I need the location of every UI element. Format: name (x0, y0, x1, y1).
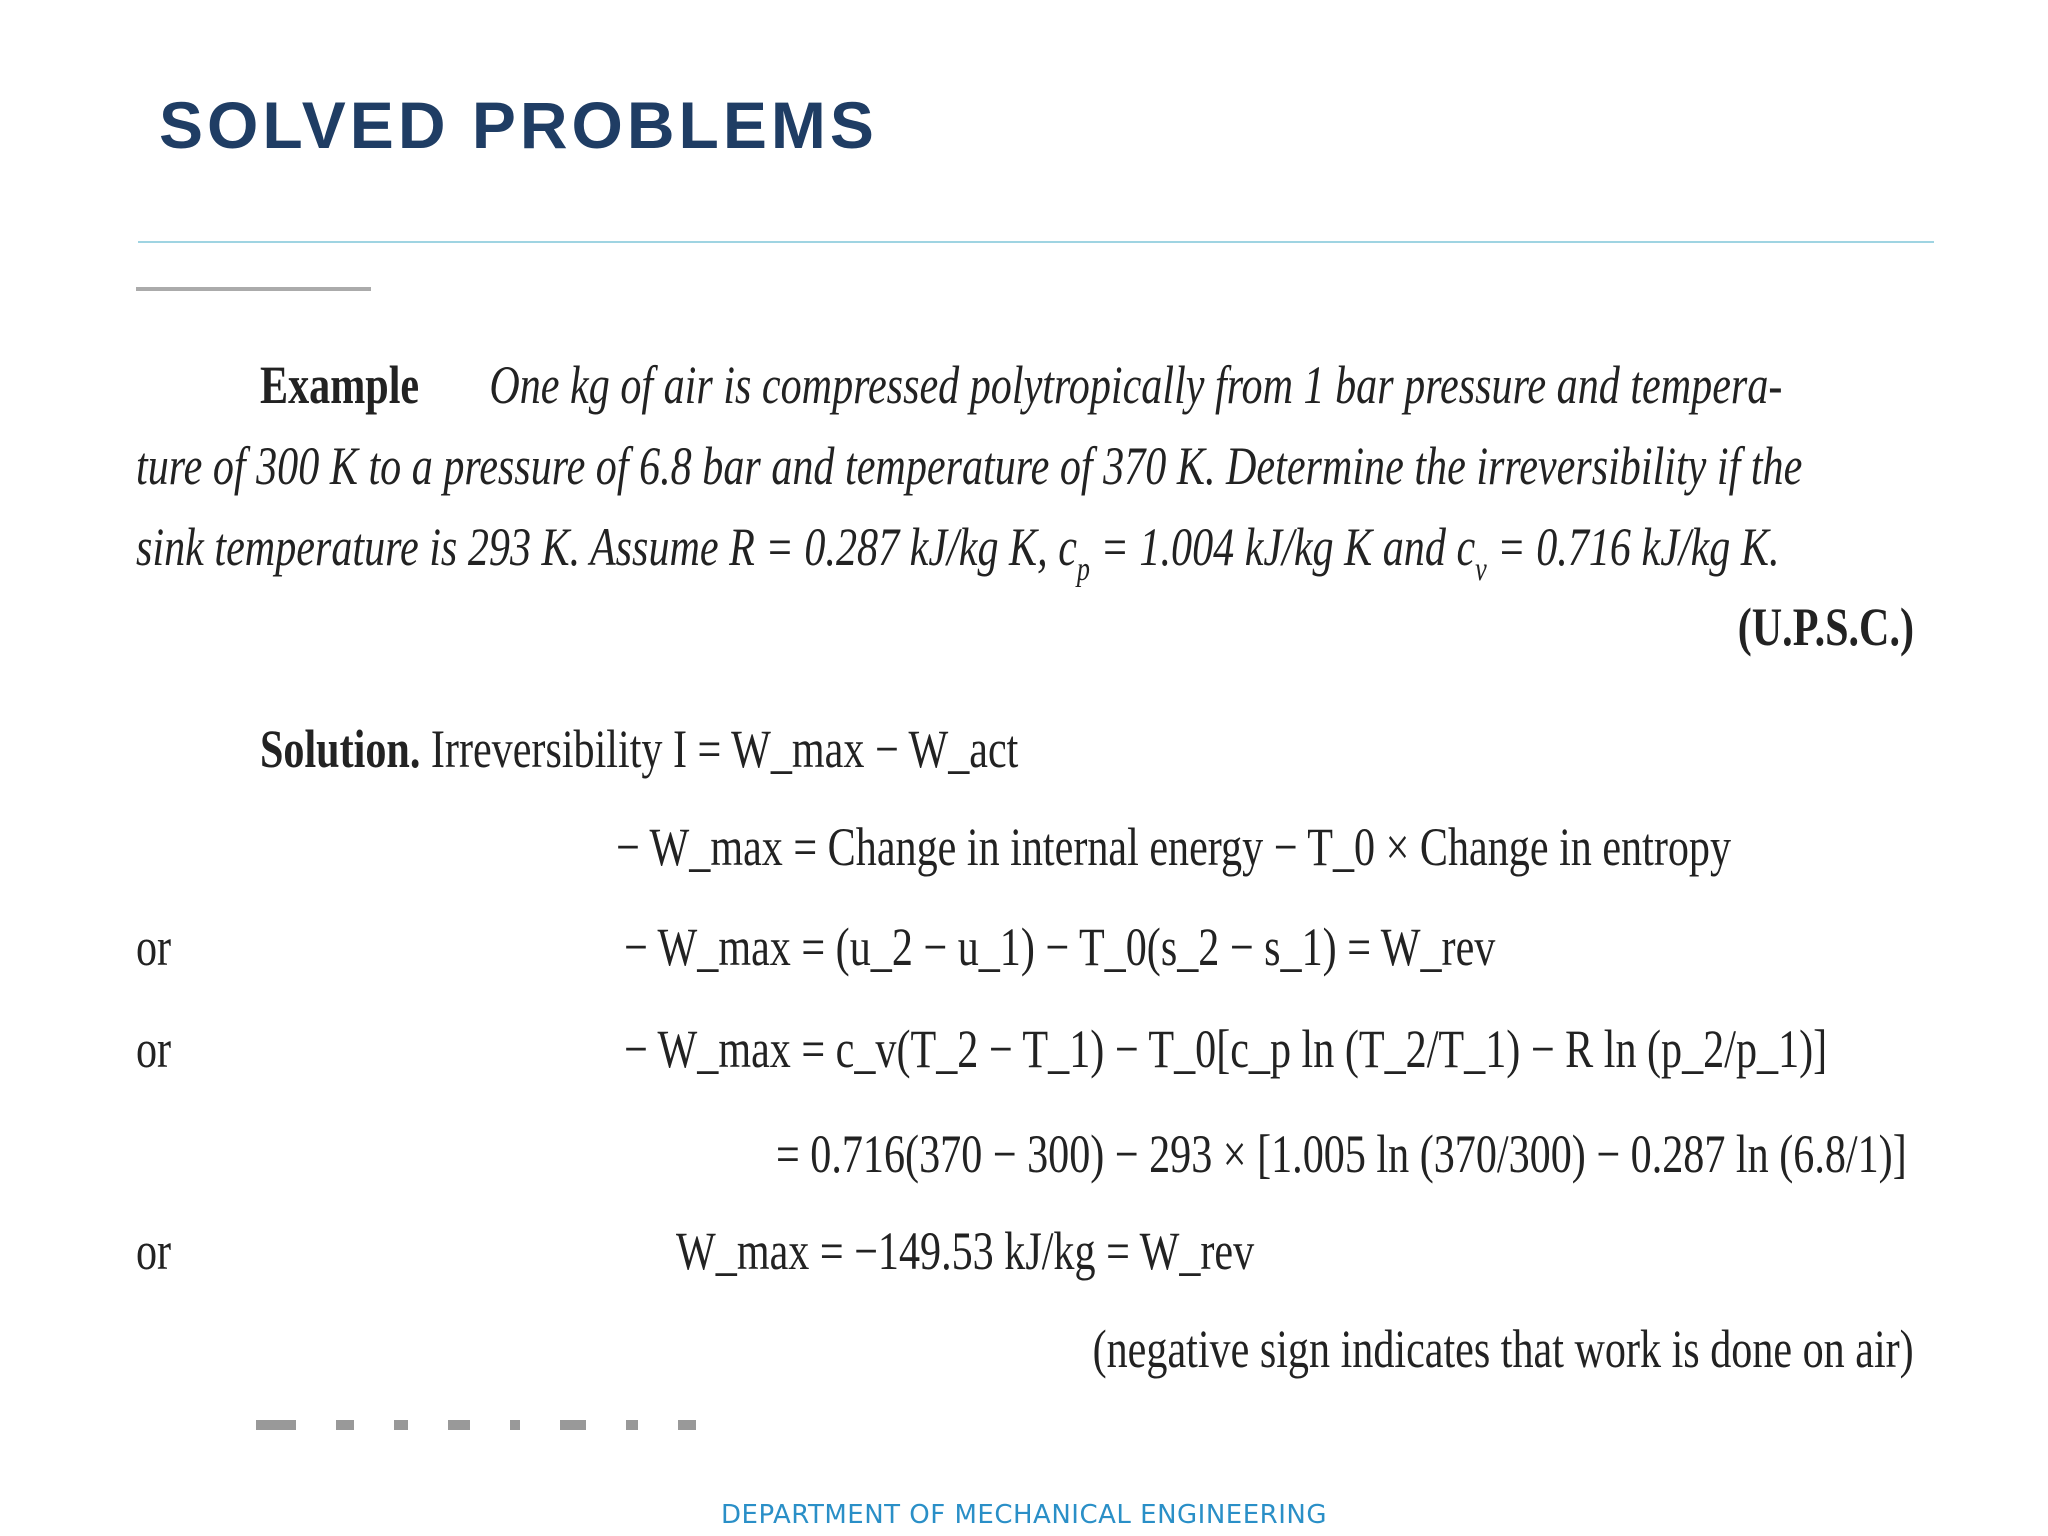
example-label: Example (260, 355, 420, 415)
problem-statement-line-3 (136, 517, 1780, 589)
or-label-2: or (136, 1019, 172, 1079)
solution-label: Solution. (260, 719, 421, 779)
problem-scan-image (136, 282, 1922, 1432)
example-line-1 (260, 355, 1783, 415)
solution-result: W_max = −149.53 kJ/kg = W_rev (676, 1221, 1255, 1281)
or-label-1: or (136, 917, 172, 977)
footer-department: DEPARTMENT OF MECHANICAL ENGINEERING (721, 1500, 1327, 1530)
solution-equation-3: − W_max = (u_2 − u_1) − T_0(s_2 − s_1) = W_rev (624, 917, 1496, 977)
solution-equation-2: − W_max = Change in internal energy − T_0 × Change in entropy (616, 817, 1732, 877)
solution-equation-4: − W_max = c_v(T_2 − T_1) − T_0[c_p ln (T_2/T_1) − R ln (p_2/p_1)] (624, 1019, 1828, 1079)
problem-statement-line-2: ture of 300 K to a pressure of 6.8 bar and temperature of 370 K. Determine the irreversibility if the (136, 436, 1803, 496)
solution-equation-1: Irreversibility I = W_max − W_act (430, 719, 1019, 779)
cropped-text-fragment-bottom (256, 1420, 1096, 1432)
slide-title: SOLVED PROBLEMS (159, 88, 878, 162)
problem-statement-line-1: One kg of air is compressed polytropically from 1 bar pressure and tempera- (489, 355, 1783, 415)
statement-part-a: sink temperature is 293 K. Assume R = 0.287 kJ/kg K, c (136, 517, 1077, 577)
cp-subscript: p (1076, 551, 1090, 589)
statement-part-c: = 0.716 kJ/kg K. (1486, 517, 1780, 577)
cv-subscript: v (1475, 551, 1487, 589)
cropped-text-fragment-top (136, 282, 371, 292)
statement-part-b: = 1.004 kJ/kg K and c (1089, 517, 1476, 577)
or-label-3: or (136, 1221, 172, 1281)
solution-equation-5: = 0.716(370 − 300) − 293 × [1.005 ln (370/300) − 0.287 ln (6.8/1)] (776, 1124, 1907, 1184)
solution-note: (negative sign indicates that work is done on air) (1092, 1319, 1914, 1379)
problem-source: (U.P.S.C.) (1737, 597, 1914, 657)
title-divider (138, 241, 1934, 243)
solution-line-1 (260, 719, 1019, 779)
